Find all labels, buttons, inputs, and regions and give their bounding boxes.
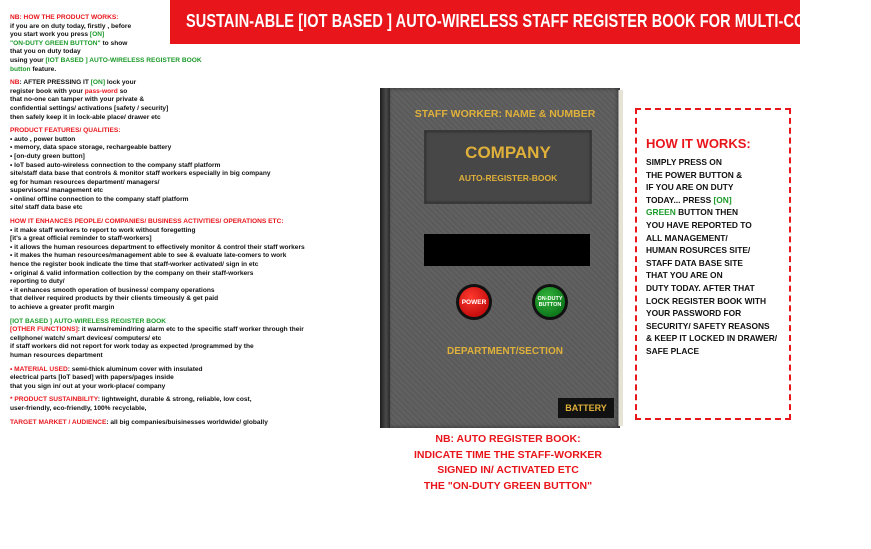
how-product-works-heading: NB: HOW THE PRODUCT WORKS: — [10, 14, 119, 21]
text-line: to show — [100, 39, 128, 47]
text-line: if you are on duty today, firstly , before — [10, 22, 132, 30]
text-line: SAFE PLACE — [646, 345, 700, 356]
list-item: • online/ offline connection to the company staff platform — [10, 195, 189, 203]
text-line: lock your — [105, 79, 137, 87]
book-spine — [380, 88, 390, 428]
list-item: reporting to duty/ — [10, 278, 65, 286]
text-line: TODAY... PRESS — [646, 194, 714, 205]
text-line: register book with your — [10, 87, 85, 95]
text-line: : all big companies/buisinesses worldwide/ globally — [106, 418, 268, 426]
text-line: so — [117, 87, 128, 95]
staff-worker-header: STAFF WORKER: NAME & NUMBER — [414, 108, 596, 120]
text-line: SIMPLY PRESS ON — [646, 157, 722, 167]
text-line: THE POWER BUTTON & — [646, 169, 743, 180]
company-label: COMPANY — [465, 143, 551, 162]
text-line: DUTY TODAY. AFTER THAT — [646, 282, 755, 293]
nb-line: THE "ON-DUTY GREEN BUTTON" — [423, 479, 593, 492]
list-item: • it makes the human resources/management able to see & evaluate late-comers to work — [10, 252, 287, 260]
list-item: • IoT based auto-wireless connection to the company staff platform — [10, 161, 221, 169]
text-highlight: button — [10, 65, 31, 73]
list-item: • it enhances smooth operation of business/ company operations — [10, 286, 215, 294]
enhances-heading: HOW IT ENHANCES PEOPLE/ COMPANIES/ BUSINESS ACTIVITIES/ OPERATIONS ETC: — [10, 218, 284, 226]
list-item: • [on-duty green button] — [10, 152, 85, 160]
department-label: DEPARTMENT/SECTION — [447, 346, 563, 357]
how-it-works-box — [635, 108, 791, 420]
text-line: BUTTON THEN — [675, 207, 738, 218]
text-highlight: [IOT BASED ] AUTO-WIRELESS REGISTER BOOK — [45, 56, 202, 64]
nb-line: INDICATE TIME THE STAFF-WORKER — [413, 448, 602, 461]
nb-line: NB: AUTO REGISTER BOOK: — [435, 433, 581, 445]
text-line: using your — [10, 56, 46, 64]
on-duty-label-line2: BUTTON — [538, 302, 562, 308]
text-line: SECURITY/ SAFETY REASONS — [646, 320, 770, 331]
how-it-works-body — [646, 156, 791, 358]
text-line: STAFF DATA BASE SITE — [646, 257, 743, 268]
text-highlight: [ON] — [89, 31, 105, 39]
text-line: : AFTER PRESSING IT — [19, 79, 91, 87]
iot-heading: [IOT BASED ] AUTO-WIRELESS REGISTER BOOK — [10, 317, 167, 325]
power-button[interactable] — [456, 284, 492, 320]
text-line: : semi-thick aluminum cover with insulated — [67, 365, 203, 373]
text-line: user-friendly, eco-friendly, 100% recyclable, — [10, 404, 147, 412]
text-line: then safely keep it in lock-able place/ drawer etc — [10, 113, 161, 121]
list-item: eg for human resources department/ managers/ — [10, 178, 160, 186]
list-item: site/staff data base that controls & monitor staff workers especially in big company — [10, 170, 271, 178]
list-item: that deliver required products by their clients timeously & get paid — [10, 295, 219, 303]
lcd-display — [424, 234, 590, 266]
text-highlight: "ON-DUTY GREEN BUTTON" — [10, 39, 101, 47]
text-line: YOUR PASSWORD FOR — [646, 308, 742, 319]
left-text-column — [10, 14, 330, 432]
text-line: THAT YOU ARE ON — [646, 270, 723, 281]
text-line: & KEEP IT LOCKED IN DRAWER/ — [646, 333, 778, 344]
text-line: cellphone/ watch/ smart devices/ computers/ etc — [10, 334, 162, 342]
text-line: HUMAN ROSURCES SITE/ — [646, 245, 751, 256]
list-item: • auto , power button — [10, 135, 76, 143]
list-item: • it make staff workers to report to work without foregetting — [10, 226, 196, 234]
material-section — [10, 366, 330, 392]
text-line: that no-one can tamper with your private & — [10, 96, 145, 104]
on-duty-button[interactable] — [532, 284, 568, 320]
nb-note — [388, 432, 628, 494]
nb-line: SIGNED IN/ ACTIVATED ETC — [437, 464, 579, 476]
banner-title: SUSTAIN-ABLE [IOT BASED ] AUTO-WIRELESS STAFF REGISTER BOOK FOR MULTI-COMPANIES — [186, 12, 871, 32]
list-item: to achieve a greater profit margin — [10, 304, 115, 311]
register-book — [380, 88, 620, 428]
how-product-works — [10, 14, 330, 74]
text-line: confidential settings/ activations [safety / security] — [10, 104, 169, 112]
company-plate — [424, 130, 592, 204]
text-highlight: [OTHER FUNCTIONS] — [10, 326, 78, 334]
list-item: • it allows the human resources department to effectively monitor & control their staff workers — [10, 243, 305, 251]
book-cover — [390, 88, 620, 428]
text-line: : lightweight, durable & strong, reliable, low cost, — [97, 396, 252, 404]
text-highlight: [ON] — [713, 194, 732, 205]
text-highlight: pass-word — [84, 87, 118, 95]
list-item: • memory, data space storage, rechargeable battery — [10, 144, 172, 152]
battery-indicator: BATTERY — [558, 398, 614, 418]
text-line: IF YOU ARE ON DUTY — [646, 182, 734, 193]
text-line: if staff workers did not report for work today as expected /programmed by the — [10, 343, 254, 351]
on-duty-button-label — [537, 296, 562, 309]
auto-register-label: AUTO-REGISTER-BOOK — [458, 173, 558, 183]
text-line: you start work you press — [10, 31, 90, 39]
text-highlight: GREEN — [646, 207, 676, 218]
book-pages — [618, 90, 623, 426]
list-item: hence the register book indicate the time that staff-worker activated/ sign in etc — [10, 261, 259, 269]
enhances-section — [10, 218, 330, 313]
text-highlight: [ON] — [90, 79, 106, 87]
text-highlight: NB — [10, 79, 20, 87]
list-item: site/ staff data base etc — [10, 204, 83, 212]
target-market-section — [10, 419, 330, 428]
list-item: [it's a great official reminder to staff-workers] — [10, 235, 152, 243]
text-highlight: TARGET MARKET / AUDIENCE — [10, 418, 107, 426]
text-highlight: • MATERIAL USED — [10, 365, 68, 373]
text-line: that you sign in/ out at your work-place/ company — [10, 382, 166, 390]
sustainability-section — [10, 396, 330, 413]
text-line: : it warns/remind/ring alarm etc to the specific staff worker through their — [77, 326, 304, 334]
text-line: electrical parts [IoT based] with papers/pages inside — [10, 374, 174, 382]
on-duty-label-line1: ON-DUTY — [537, 295, 563, 302]
text-line: LOCK REGISTER BOOK WITH — [646, 295, 767, 306]
text-highlight: * PRODUCT SUSTAINBILITY — [10, 396, 98, 404]
iot-section — [10, 318, 330, 361]
text-line: feature. — [30, 65, 57, 73]
list-item: supervisors/ management etc — [10, 187, 104, 195]
power-button-label: POWER — [461, 298, 487, 306]
product-features — [10, 127, 330, 213]
after-pressing — [10, 79, 330, 122]
how-it-works-heading: HOW IT WORKS: — [646, 136, 751, 151]
list-item: • original & valid information collection by the company on their staff-workers — [10, 269, 254, 277]
features-heading: PRODUCT FEATURES/ QUALITIES: — [10, 127, 121, 135]
text-line: human resources department — [10, 351, 103, 359]
text-line: YOU HAVE REPORTED TO — [646, 219, 752, 230]
text-line: that you on duty today — [10, 48, 81, 56]
text-line: ALL MANAGEMENT/ — [646, 232, 728, 243]
